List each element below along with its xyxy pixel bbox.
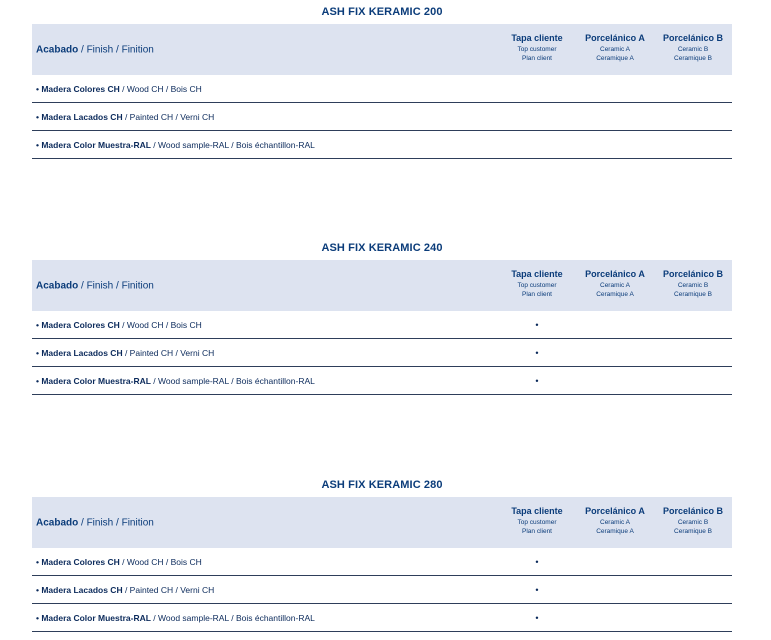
col-sub: Top customer	[517, 282, 557, 289]
col-title: Tapa cliente	[511, 506, 563, 516]
row-label-bold: • Madera Lacados CH	[36, 111, 123, 122]
table-row	[32, 604, 732, 632]
col-sub: Ceramic A	[600, 519, 630, 526]
col-title: Porcelánico A	[585, 269, 645, 279]
col-sub: Ceramique B	[674, 291, 712, 298]
col-sub: Ceramic B	[677, 46, 709, 53]
finish-header-rest: / Finish / Finition	[78, 44, 154, 55]
table-header	[32, 497, 732, 548]
col-sub: Ceramique A	[596, 528, 634, 535]
finish-header-bold: Acabado	[36, 517, 79, 528]
row-label	[36, 557, 202, 567]
table-header	[32, 260, 732, 311]
row-label	[36, 112, 214, 122]
column-header-ceramic-b	[658, 34, 728, 63]
row-label-rest: / Wood sample-RAL / Bois échantillon-RAL	[150, 612, 315, 623]
availability-mark: •	[535, 347, 539, 358]
col-sub: Top customer	[517, 46, 557, 53]
finish-header-rest: / Finish / Finition	[78, 517, 154, 528]
row-label-bold: • Madera Colores CH	[36, 83, 120, 94]
col-sub: Top customer	[517, 519, 557, 526]
table-row	[32, 103, 732, 131]
availability-mark: •	[535, 612, 539, 623]
col-title: Porcelánico A	[585, 33, 645, 43]
row-label	[36, 348, 214, 358]
col-sub: Plan client	[522, 528, 552, 535]
table-row	[32, 131, 732, 159]
finish-header-bold: Acabado	[36, 280, 79, 291]
finish-header-bold: Acabado	[36, 44, 79, 55]
row-label-bold: • Madera Lacados CH	[36, 347, 123, 358]
col-title: Porcelánico B	[662, 33, 724, 43]
product-section-280	[32, 473, 732, 632]
row-label-rest: / Wood sample-RAL / Bois échantillon-RAL	[150, 375, 315, 386]
col-sub: Plan client	[522, 55, 552, 62]
column-header-ceramic-b	[658, 507, 728, 536]
availability-mark: •	[535, 375, 539, 386]
col-title: Porcelánico B	[662, 269, 724, 279]
row-label-bold: • Madera Lacados CH	[36, 584, 123, 595]
col-sub: Ceramique A	[596, 291, 634, 298]
column-header-ceramic-a	[580, 270, 650, 299]
row-label-rest: / Wood CH / Bois CH	[119, 556, 202, 567]
row-label-rest: / Painted CH / Verni CH	[122, 111, 215, 122]
finish-column-header	[36, 280, 154, 291]
col-sub: Ceramic A	[600, 282, 630, 289]
availability-mark: •	[535, 319, 539, 330]
row-label-rest: / Painted CH / Verni CH	[122, 584, 215, 595]
row-label-rest: / Painted CH / Verni CH	[122, 347, 215, 358]
row-label-rest: / Wood sample-RAL / Bois échantillon-RAL	[150, 139, 315, 150]
col-title: Tapa cliente	[511, 269, 563, 279]
finish-column-header	[36, 44, 154, 55]
section-title: ASH FIX KERAMIC 240	[321, 242, 443, 254]
column-header-top-customer	[502, 270, 572, 299]
col-title: Tapa cliente	[511, 33, 563, 43]
table-row	[32, 576, 732, 604]
product-section-240	[32, 236, 732, 395]
table-row	[32, 311, 732, 339]
row-label-bold: • Madera Colores CH	[36, 556, 120, 567]
section-title: ASH FIX KERAMIC 200	[321, 6, 443, 18]
col-sub: Ceramique B	[674, 528, 712, 535]
col-sub: Plan client	[522, 291, 552, 298]
column-header-top-customer	[502, 507, 572, 536]
column-header-top-customer	[502, 34, 572, 63]
row-label	[36, 613, 315, 623]
row-label	[36, 320, 202, 330]
row-label-bold: • Madera Colores CH	[36, 319, 120, 330]
col-title: Porcelánico B	[662, 506, 724, 516]
availability-mark: •	[535, 556, 539, 567]
row-label-bold: • Madera Color Muestra-RAL	[36, 375, 151, 386]
row-label-rest: / Wood CH / Bois CH	[119, 83, 202, 94]
table-row	[32, 75, 732, 103]
table-row	[32, 339, 732, 367]
column-header-ceramic-a	[580, 507, 650, 536]
row-label-bold: • Madera Color Muestra-RAL	[36, 139, 151, 150]
availability-mark: •	[535, 584, 539, 595]
col-sub: Ceramique A	[596, 55, 634, 62]
column-header-ceramic-b	[658, 270, 728, 299]
table-header	[32, 24, 732, 75]
col-sub: Ceramique B	[674, 55, 712, 62]
row-label	[36, 585, 214, 595]
row-label	[36, 84, 202, 94]
col-sub: Ceramic B	[677, 282, 709, 289]
col-sub: Ceramic B	[677, 519, 709, 526]
table-row	[32, 367, 732, 395]
row-label	[36, 376, 315, 386]
row-label-bold: • Madera Color Muestra-RAL	[36, 612, 151, 623]
finish-column-header	[36, 517, 154, 528]
col-title: Porcelánico A	[585, 506, 645, 516]
table-row	[32, 548, 732, 576]
product-section-200	[32, 0, 732, 159]
row-label	[36, 140, 315, 150]
section-title: ASH FIX KERAMIC 280	[321, 479, 443, 491]
row-label-rest: / Wood CH / Bois CH	[119, 319, 202, 330]
column-header-ceramic-a	[580, 34, 650, 63]
finish-header-rest: / Finish / Finition	[78, 280, 154, 291]
col-sub: Ceramic A	[600, 46, 630, 53]
